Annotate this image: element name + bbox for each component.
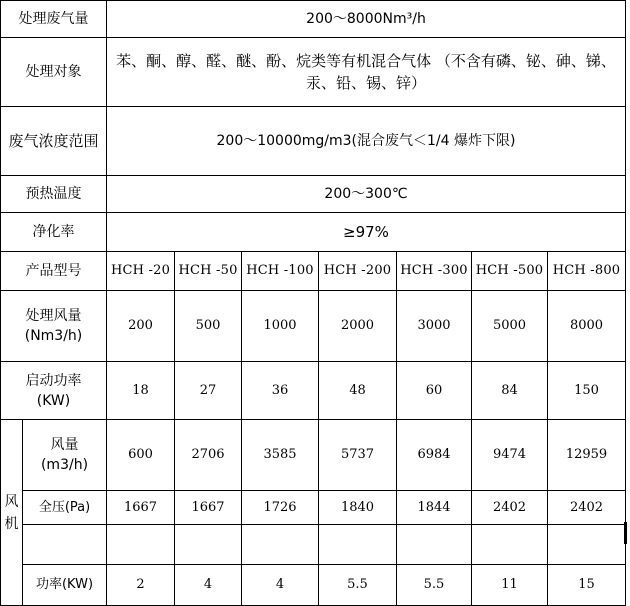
label-pressure: 全压(Pa) <box>22 490 107 525</box>
empty-cell <box>106 524 175 565</box>
value-concentration: 200～10000mg/m3(混合废气＜1/4 爆炸下限) <box>106 106 626 176</box>
label-airflow <box>0 290 107 362</box>
pressure-cell: 2402 <box>471 490 548 525</box>
value-purify: ≥97% <box>106 212 626 252</box>
label-gas-volume: 处理废气量 <box>0 0 107 38</box>
text-cursor-mark <box>624 522 627 544</box>
label-fan-airflow <box>22 419 107 491</box>
airflow-cell: 8000 <box>547 290 626 362</box>
fan-airflow-cell: 9474 <box>471 419 548 491</box>
power-cell: 2 <box>106 564 175 606</box>
label-fan-airflow-line1: 风量 <box>50 437 79 453</box>
model-cell: HCH -200 <box>318 251 397 291</box>
startup-cell: 60 <box>396 361 472 420</box>
label-concentration: 废气浓度范围 <box>0 106 107 176</box>
label-startup-line2: (KW) <box>36 392 71 409</box>
pressure-cell: 1844 <box>396 490 472 525</box>
fan-airflow-cell: 6984 <box>396 419 472 491</box>
label-startup-line1: 启动功率 <box>25 372 82 389</box>
fan-group-char-1: 风 <box>4 493 19 510</box>
pressure-cell: 1840 <box>318 490 397 525</box>
pressure-cell: 1667 <box>174 490 242 525</box>
model-cell: HCH -500 <box>471 251 548 291</box>
fan-airflow-cell: 3585 <box>241 419 319 491</box>
power-cell: 15 <box>547 564 626 606</box>
empty-cell <box>241 524 319 565</box>
power-cell: 5.5 <box>396 564 472 606</box>
label-airflow-line2: (Nm3/h) <box>24 328 83 344</box>
empty-cell <box>471 524 548 565</box>
value-preheat: 200～300℃ <box>106 175 626 213</box>
label-target: 处理对象 <box>0 37 107 107</box>
airflow-cell: 500 <box>174 290 242 362</box>
pressure-cell: 1726 <box>241 490 319 525</box>
model-cell: HCH -20 <box>106 251 175 291</box>
value-gas-volume: 200～8000Nm³/h <box>106 0 626 38</box>
airflow-cell: 200 <box>106 290 175 362</box>
startup-cell: 18 <box>106 361 175 420</box>
startup-cell: 84 <box>471 361 548 420</box>
model-cell: HCH -300 <box>396 251 472 291</box>
fan-airflow-cell: 600 <box>106 419 175 491</box>
airflow-cell: 5000 <box>471 290 548 362</box>
empty-cell <box>318 524 397 565</box>
fan-airflow-cell: 2706 <box>174 419 242 491</box>
model-cell: HCH -100 <box>241 251 319 291</box>
empty-cell <box>547 524 626 565</box>
airflow-cell: 3000 <box>396 290 472 362</box>
airflow-cell: 1000 <box>241 290 319 362</box>
label-fan-airflow-line2: (m3/h) <box>40 457 89 473</box>
startup-cell: 150 <box>547 361 626 420</box>
power-cell: 11 <box>471 564 548 606</box>
fan-group-char-2: 机 <box>4 515 19 532</box>
pressure-cell: 1667 <box>106 490 175 525</box>
label-preheat: 预热温度 <box>0 175 107 213</box>
power-cell: 4 <box>241 564 319 606</box>
airflow-cell: 2000 <box>318 290 397 362</box>
label-purify: 净化率 <box>0 212 107 252</box>
label-startup <box>0 361 107 420</box>
power-cell: 5.5 <box>318 564 397 606</box>
pressure-cell: 2402 <box>547 490 626 525</box>
startup-cell: 48 <box>318 361 397 420</box>
startup-cell: 36 <box>241 361 319 420</box>
power-cell: 4 <box>174 564 242 606</box>
startup-cell: 27 <box>174 361 242 420</box>
label-model: 产品型号 <box>0 251 107 291</box>
model-cell: HCH -50 <box>174 251 242 291</box>
fan-airflow-cell: 5737 <box>318 419 397 491</box>
empty-cell <box>174 524 242 565</box>
label-airflow-line1: 处理风量 <box>25 308 82 324</box>
fan-group-label <box>0 419 23 606</box>
empty-cell <box>22 524 107 565</box>
fan-airflow-cell: 12959 <box>547 419 626 491</box>
label-fan-power: 功率(KW) <box>22 564 107 606</box>
model-cell: HCH -800 <box>547 251 626 291</box>
empty-cell <box>396 524 472 565</box>
value-target: 苯、酮、醇、醛、醚、酚、烷类等有机混合气体 （不含有磷、铋、砷、锑、汞、铅、锡、锌） <box>106 37 626 107</box>
